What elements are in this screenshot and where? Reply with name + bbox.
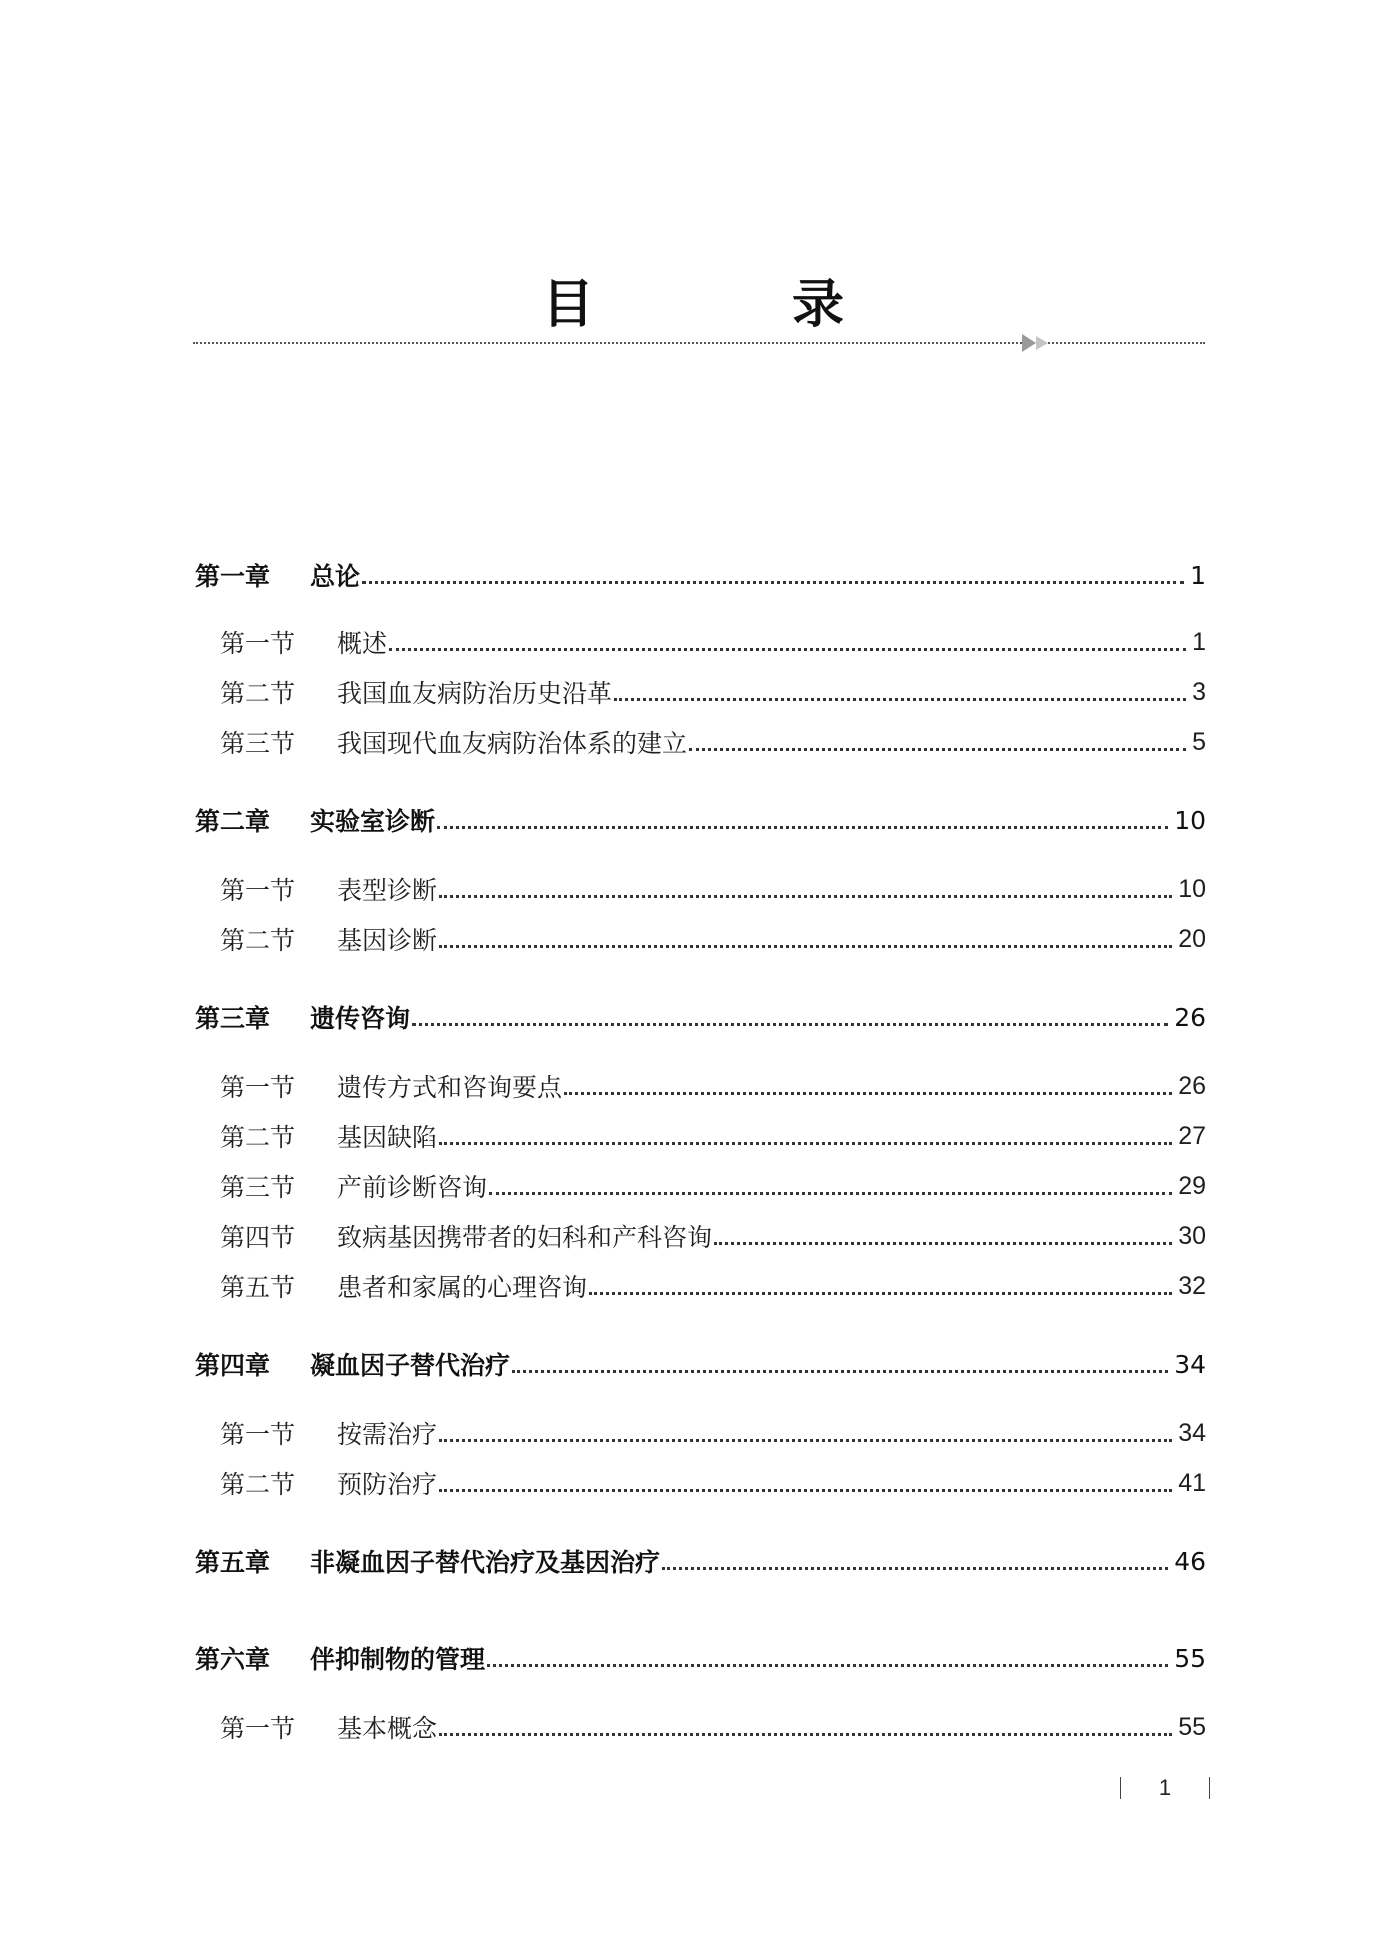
section-number: 第四节 — [220, 1223, 296, 1252]
section-title: 我国现代血友病防治体系的建立 — [337, 729, 688, 758]
toc-chapter-entry[interactable] — [195, 1536, 1206, 1586]
toc-section-entry[interactable] — [220, 667, 1206, 717]
toc-section-entry[interactable] — [220, 1161, 1206, 1211]
chapter-title: 非凝血因子替代治疗及基因治疗 — [310, 1548, 661, 1577]
dot-leader — [564, 1092, 1172, 1095]
section-title: 产前诊断咨询 — [337, 1173, 488, 1202]
dot-leader — [437, 826, 1168, 829]
toc-chapter-entry[interactable] — [195, 550, 1206, 600]
section-number: 第二节 — [220, 926, 296, 955]
dot-leader — [439, 1439, 1172, 1442]
dot-leader — [489, 1192, 1172, 1195]
chapter-number: 第五章 — [195, 1548, 271, 1577]
toc-section-entry[interactable] — [220, 717, 1206, 767]
chapter-number: 第六章 — [195, 1645, 271, 1674]
page-number: 30 — [1178, 1221, 1206, 1250]
section-title: 我国血友病防治历史沿革 — [337, 679, 613, 708]
dot-leader — [439, 1733, 1172, 1736]
page-number: 3 — [1192, 677, 1206, 706]
chapter-number: 第四章 — [195, 1351, 271, 1380]
section-number: 第三节 — [220, 729, 296, 758]
double-arrow-icon — [1020, 332, 1060, 354]
page-number: 1 — [1192, 627, 1206, 656]
page-number: 1 — [1190, 560, 1206, 590]
footer-divider-left — [1120, 1777, 1121, 1799]
dot-leader — [714, 1242, 1172, 1245]
dot-leader — [662, 1567, 1168, 1570]
toc-section-entry[interactable] — [220, 1702, 1206, 1752]
page-number: 55 — [1178, 1712, 1206, 1741]
toc-chapter-entry[interactable] — [195, 795, 1206, 845]
dot-leader — [439, 945, 1172, 948]
page-number: 34 — [1174, 1349, 1206, 1379]
dot-leader — [412, 1023, 1168, 1026]
toc-section-entry[interactable] — [220, 1261, 1206, 1311]
section-number: 第二节 — [220, 1123, 296, 1152]
section-number: 第一节 — [220, 629, 296, 658]
toc-section-entry[interactable] — [220, 864, 1206, 914]
toc-section-entry[interactable] — [220, 1458, 1206, 1508]
section-title: 预防治疗 — [337, 1470, 438, 1499]
section-number: 第二节 — [220, 679, 296, 708]
section-title: 基因缺陷 — [337, 1123, 438, 1152]
page-number: 55 — [1174, 1643, 1206, 1673]
chapter-title: 实验室诊断 — [310, 807, 436, 836]
section-number: 第五节 — [220, 1273, 296, 1302]
chapter-number: 第一章 — [195, 562, 271, 591]
chapter-number: 第二章 — [195, 807, 271, 836]
footer-page-number: 1 — [1158, 1775, 1172, 1800]
page-number: 29 — [1178, 1171, 1206, 1200]
page-footer — [1120, 1770, 1210, 1806]
toc-section-entry[interactable] — [220, 617, 1206, 667]
dot-leader — [512, 1370, 1168, 1373]
section-title: 概述 — [337, 629, 388, 658]
section-title: 患者和家属的心理咨询 — [337, 1273, 588, 1302]
chapter-title: 遗传咨询 — [310, 1004, 411, 1033]
chapter-number: 第三章 — [195, 1004, 271, 1033]
page-number: 10 — [1178, 874, 1206, 903]
toc-chapter-entry[interactable] — [195, 1339, 1206, 1389]
dot-leader — [439, 1489, 1172, 1492]
chapter-title: 总论 — [310, 562, 361, 591]
page-number: 5 — [1192, 727, 1206, 756]
section-number: 第二节 — [220, 1470, 296, 1499]
page-number: 26 — [1174, 1002, 1206, 1032]
page-number: 32 — [1178, 1271, 1206, 1300]
dot-leader — [389, 648, 1186, 651]
toc-section-entry[interactable] — [220, 1111, 1206, 1161]
section-number: 第三节 — [220, 1173, 296, 1202]
section-title: 遗传方式和咨询要点 — [337, 1073, 563, 1102]
section-title: 基因诊断 — [337, 926, 438, 955]
chapter-title: 凝血因子替代治疗 — [310, 1351, 511, 1380]
page-number: 20 — [1178, 924, 1206, 953]
toc-section-entry[interactable] — [220, 1408, 1206, 1458]
toc-chapter-entry[interactable] — [195, 1633, 1206, 1683]
page-number: 34 — [1178, 1418, 1206, 1447]
toc-section-entry[interactable] — [220, 1211, 1206, 1261]
dot-leader — [439, 1142, 1172, 1145]
dot-leader — [614, 698, 1186, 701]
dot-leader — [362, 581, 1184, 584]
page-number: 26 — [1178, 1071, 1206, 1100]
dot-leader — [689, 748, 1186, 751]
page-number: 10 — [1174, 805, 1206, 835]
dot-leader — [439, 895, 1172, 898]
section-number: 第一节 — [220, 1420, 296, 1449]
section-number: 第一节 — [220, 1073, 296, 1102]
section-title: 按需治疗 — [337, 1420, 438, 1449]
page-title: 目 录 — [541, 275, 935, 335]
toc-section-entry[interactable] — [220, 1061, 1206, 1111]
section-title: 表型诊断 — [337, 876, 438, 905]
footer-divider-right — [1209, 1777, 1210, 1799]
section-title: 基本概念 — [337, 1714, 438, 1743]
dot-leader — [589, 1292, 1172, 1295]
toc-section-entry[interactable] — [220, 914, 1206, 964]
chapter-title: 伴抑制物的管理 — [310, 1645, 486, 1674]
section-number: 第一节 — [220, 876, 296, 905]
dot-leader — [487, 1664, 1168, 1667]
page-number: 46 — [1174, 1546, 1206, 1576]
section-number: 第一节 — [220, 1714, 296, 1743]
toc-chapter-entry[interactable] — [195, 992, 1206, 1042]
page-number: 27 — [1178, 1121, 1206, 1150]
section-title: 致病基因携带者的妇科和产科咨询 — [337, 1223, 713, 1252]
page-number: 41 — [1178, 1468, 1206, 1497]
